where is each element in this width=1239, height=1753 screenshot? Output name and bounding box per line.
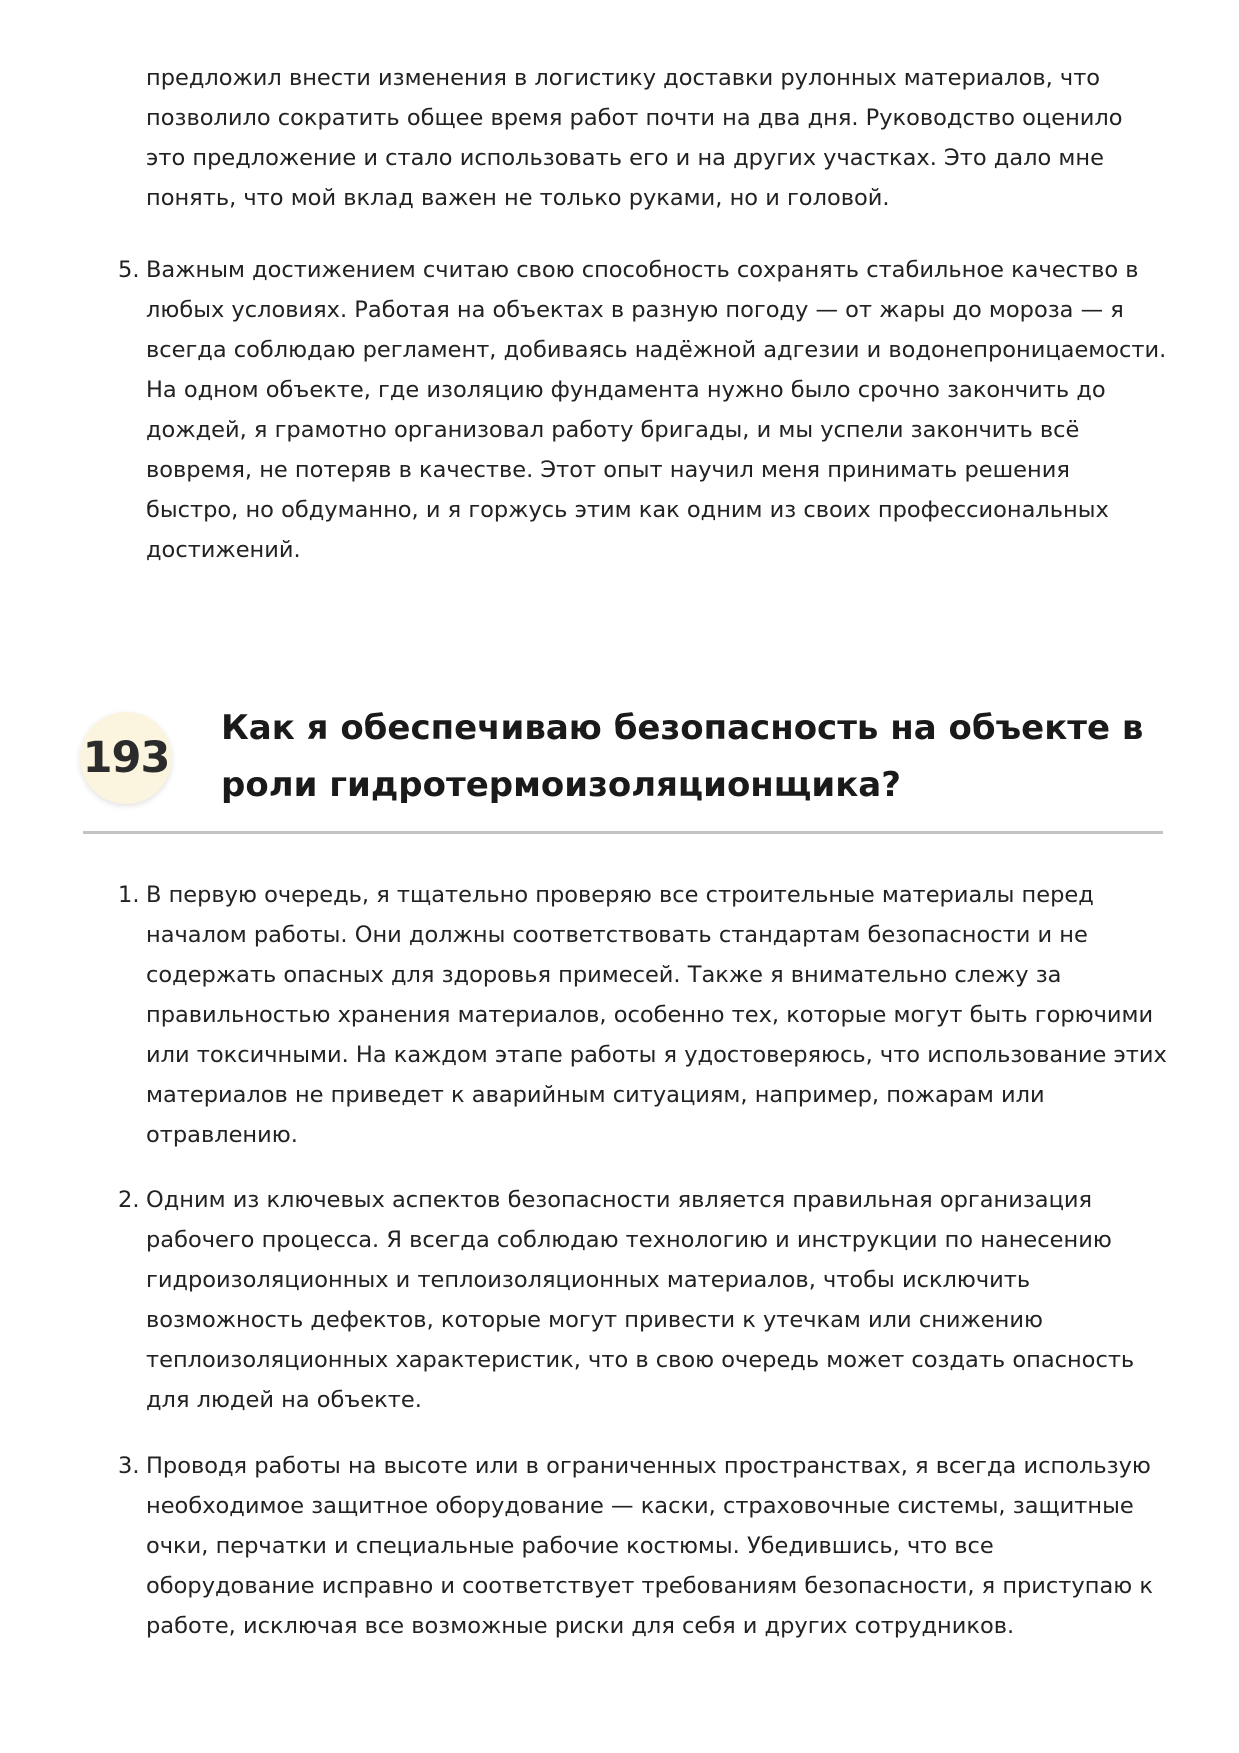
list-item-number: 2. [118,1187,140,1213]
question-number-badge: 193 [80,712,172,804]
list-item-number: 1. [118,882,140,908]
list-item-number: 3. [118,1453,140,1479]
question-title: Как я обеспечиваю безопасность на объекте в роли гидротермоизоляционщика? [221,708,1144,805]
list-item-text: В первую очередь, я тщательно проверяю все строительные материалы перед началом работы. Они должны соответствовать стандартам безопасности и не содержать опасных для здоровья примесей. Также я внимательно слежу за правильностью хранения материалов, особенно тех, которые могут быть горючими или токсичными. На каждом этапе работы я удостоверяюсь, что использование этих материалов не приведет к аварийным ситуациям, например, пожарам или отравлению. [146,882,1167,1148]
list-item-5 [118,250,1168,570]
continuation-paragraph: предложил внести изменения в логистику доставки рулонных материалов, что позволило сократить общее время работ почти на два дня. Руководство оценило это предложение и стало использовать его и на других участках. Это дало мне понять, что мой вклад важен не только руками, но и головой. [146,65,1123,211]
list-item-text: Проводя работы на высоте или в ограниченных пространствах, я всегда использую необходимое защитное оборудование — каски, страховочные системы, защитные очки, перчатки и специальные рабочие костюмы. Убедившись, что все оборудование исправно и соответствует требованиям безопасности, я приступаю к работе, исключая все возможные риски для себя и других сотрудников. [146,1453,1153,1639]
list-item-text: Важным достижением считаю свою способность сохранять стабильное качество в любых условиях. Работая на объектах в разную погоду — от жары до мороза — я всегда соблюдаю регламент, добиваясь надёжной адгезии и водонепроницаемости. На одном объекте, где изоляцию фундамента нужно было срочно закончить до дождей, я грамотно организовал работу бригады, и мы успели закончить всё вовремя, не потеряв в качестве. Этот опыт научил меня принимать решения быстро, но обдуманно, и я горжусь этим как одним из своих профессиональных достижений. [146,257,1167,563]
list-item-number: 5. [118,257,140,283]
answer-item-3 [118,1446,1168,1646]
answer-item-1 [118,875,1168,1155]
answer-item-2 [118,1180,1168,1420]
list-item-text: Одним из ключевых аспектов безопасности является правильная организация рабочего процесса. Я всегда соблюдаю технологию и инструкции по нанесению гидроизоляционных и теплоизоляционных материалов, чтобы исключить возможность дефектов, которые могут привести к утечкам или снижению теплоизоляционных характеристик, что в свою очередь может создать опасность для людей на объекте. [146,1187,1135,1413]
heading-divider [83,831,1163,834]
